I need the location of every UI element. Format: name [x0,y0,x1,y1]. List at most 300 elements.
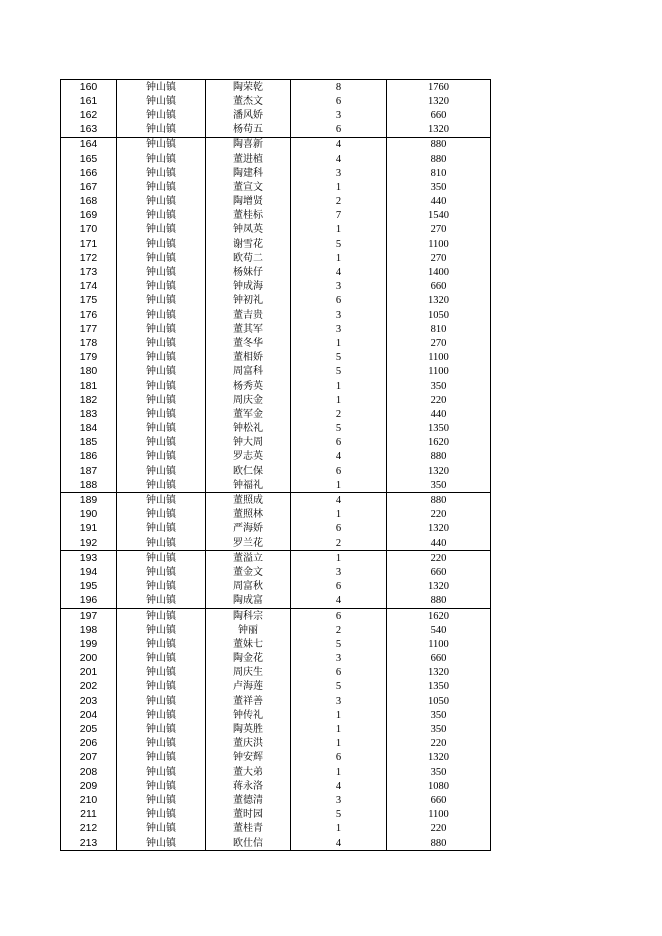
row-number-cell: 162 [61,108,117,122]
table-row [61,808,491,822]
count-cell: 6 [291,464,387,478]
town-cell: 钟山镇 [117,379,206,393]
table-row [61,265,491,279]
table-row [61,123,491,138]
table-row [61,680,491,694]
amount-cell: 880 [387,836,491,851]
name-cell: 卢海莲 [206,680,291,694]
town-cell: 钟山镇 [117,822,206,836]
table-row [61,80,491,95]
table-row [61,336,491,350]
amount-cell: 1320 [387,464,491,478]
amount-cell: 1100 [387,351,491,365]
count-cell: 3 [291,565,387,579]
town-cell: 钟山镇 [117,652,206,666]
name-cell: 陶荣乾 [206,80,291,95]
row-number-cell: 207 [61,751,117,765]
row-number-cell: 181 [61,379,117,393]
amount-cell: 1620 [387,436,491,450]
name-cell: 董吉贵 [206,308,291,322]
town-cell: 钟山镇 [117,152,206,166]
table-row [61,322,491,336]
row-number-cell: 184 [61,422,117,436]
name-cell: 欧仕信 [206,836,291,851]
amount-cell: 350 [387,180,491,194]
name-cell: 陶金花 [206,652,291,666]
table-row [61,652,491,666]
amount-cell: 350 [387,765,491,779]
table-row [61,580,491,594]
row-number-cell: 199 [61,637,117,651]
town-cell: 钟山镇 [117,422,206,436]
amount-cell: 1100 [387,365,491,379]
amount-cell: 220 [387,737,491,751]
table-row [61,765,491,779]
row-number-cell: 177 [61,322,117,336]
amount-cell: 350 [387,379,491,393]
name-cell: 钟福礼 [206,478,291,493]
count-cell: 1 [291,393,387,407]
amount-cell: 440 [387,536,491,551]
count-cell: 1 [291,551,387,566]
count-cell: 3 [291,166,387,180]
count-cell: 5 [291,637,387,651]
table-row [61,478,491,493]
count-cell: 1 [291,379,387,393]
amount-cell: 1540 [387,209,491,223]
name-cell: 董桂青 [206,822,291,836]
town-cell: 钟山镇 [117,223,206,237]
amount-cell: 1320 [387,522,491,536]
count-cell: 4 [291,836,387,851]
amount-cell: 1350 [387,422,491,436]
row-number-cell: 200 [61,652,117,666]
row-number-cell: 195 [61,580,117,594]
count-cell: 1 [291,478,387,493]
town-cell: 钟山镇 [117,751,206,765]
name-cell: 董德清 [206,793,291,807]
count-cell: 4 [291,493,387,508]
name-cell: 陶喜新 [206,137,291,152]
town-cell: 钟山镇 [117,237,206,251]
amount-cell: 220 [387,508,491,522]
amount-cell: 1620 [387,608,491,623]
table-body [61,80,491,851]
row-number-cell: 179 [61,351,117,365]
row-number-cell: 163 [61,123,117,138]
town-cell: 钟山镇 [117,765,206,779]
amount-cell: 1050 [387,694,491,708]
table-row [61,237,491,251]
town-cell: 钟山镇 [117,493,206,508]
name-cell: 董金文 [206,565,291,579]
row-number-cell: 174 [61,280,117,294]
count-cell: 1 [291,251,387,265]
count-cell: 1 [291,822,387,836]
amount-cell: 270 [387,251,491,265]
count-cell: 3 [291,322,387,336]
row-number-cell: 202 [61,680,117,694]
name-cell: 董溢立 [206,551,291,566]
amount-cell: 880 [387,450,491,464]
row-number-cell: 168 [61,195,117,209]
count-cell: 2 [291,536,387,551]
row-number-cell: 197 [61,608,117,623]
table-row [61,251,491,265]
town-cell: 钟山镇 [117,522,206,536]
table-row [61,209,491,223]
count-cell: 6 [291,751,387,765]
count-cell: 3 [291,308,387,322]
town-cell: 钟山镇 [117,737,206,751]
name-cell: 杨苟五 [206,123,291,138]
table-row [61,180,491,194]
amount-cell: 220 [387,822,491,836]
amount-cell: 350 [387,722,491,736]
row-number-cell: 198 [61,623,117,637]
table-row [61,594,491,609]
row-number-cell: 172 [61,251,117,265]
table-row [61,195,491,209]
amount-cell: 660 [387,280,491,294]
table-row [61,608,491,623]
name-cell: 陶成富 [206,594,291,609]
name-cell: 董进植 [206,152,291,166]
table-row [61,536,491,551]
name-cell: 董桂标 [206,209,291,223]
name-cell: 陶科宗 [206,608,291,623]
count-cell: 4 [291,779,387,793]
row-number-cell: 165 [61,152,117,166]
count-cell: 3 [291,793,387,807]
row-number-cell: 196 [61,594,117,609]
town-cell: 钟山镇 [117,280,206,294]
row-number-cell: 182 [61,393,117,407]
count-cell: 5 [291,422,387,436]
row-number-cell: 205 [61,722,117,736]
count-cell: 6 [291,436,387,450]
town-cell: 钟山镇 [117,478,206,493]
count-cell: 7 [291,209,387,223]
row-number-cell: 204 [61,708,117,722]
name-cell: 周庆生 [206,666,291,680]
table-row [61,152,491,166]
row-number-cell: 191 [61,522,117,536]
town-cell: 钟山镇 [117,108,206,122]
row-number-cell: 160 [61,80,117,95]
name-cell: 董大弟 [206,765,291,779]
count-cell: 6 [291,580,387,594]
table-row [61,308,491,322]
town-cell: 钟山镇 [117,594,206,609]
table-row [61,793,491,807]
amount-cell: 1760 [387,80,491,95]
row-number-cell: 203 [61,694,117,708]
name-cell: 陶建科 [206,166,291,180]
name-cell: 杨秀英 [206,379,291,393]
town-cell: 钟山镇 [117,551,206,566]
town-cell: 钟山镇 [117,308,206,322]
count-cell: 2 [291,623,387,637]
count-cell: 4 [291,594,387,609]
town-cell: 钟山镇 [117,708,206,722]
row-number-cell: 161 [61,94,117,108]
town-cell: 钟山镇 [117,80,206,95]
name-cell: 董祥善 [206,694,291,708]
name-cell: 董妹七 [206,637,291,651]
table-row [61,464,491,478]
amount-cell: 440 [387,407,491,421]
row-number-cell: 178 [61,336,117,350]
count-cell: 1 [291,765,387,779]
table-row [61,737,491,751]
row-number-cell: 211 [61,808,117,822]
name-cell: 周富秋 [206,580,291,594]
amount-cell: 1320 [387,666,491,680]
name-cell: 潘风娇 [206,108,291,122]
count-cell: 4 [291,137,387,152]
name-cell: 陶英胜 [206,722,291,736]
table-row [61,365,491,379]
count-cell: 1 [291,180,387,194]
amount-cell: 810 [387,322,491,336]
count-cell: 4 [291,152,387,166]
table-row [61,551,491,566]
row-number-cell: 170 [61,223,117,237]
amount-cell: 810 [387,166,491,180]
table-row [61,351,491,365]
row-number-cell: 209 [61,779,117,793]
count-cell: 5 [291,680,387,694]
count-cell: 5 [291,365,387,379]
row-number-cell: 183 [61,407,117,421]
row-number-cell: 212 [61,822,117,836]
town-cell: 钟山镇 [117,209,206,223]
count-cell: 6 [291,522,387,536]
amount-cell: 1350 [387,680,491,694]
count-cell: 5 [291,237,387,251]
amount-cell: 880 [387,594,491,609]
table-row [61,708,491,722]
table-row [61,637,491,651]
town-cell: 钟山镇 [117,450,206,464]
amount-cell: 880 [387,493,491,508]
table-row [61,436,491,450]
town-cell: 钟山镇 [117,722,206,736]
name-cell: 谢雪花 [206,237,291,251]
count-cell: 1 [291,708,387,722]
town-cell: 钟山镇 [117,195,206,209]
row-number-cell: 187 [61,464,117,478]
amount-cell: 1320 [387,94,491,108]
table-row [61,137,491,152]
name-cell: 钟大周 [206,436,291,450]
row-number-cell: 167 [61,180,117,194]
count-cell: 1 [291,223,387,237]
count-cell: 6 [291,294,387,308]
amount-cell: 880 [387,152,491,166]
table-row [61,223,491,237]
town-cell: 钟山镇 [117,322,206,336]
table-row [61,779,491,793]
row-number-cell: 171 [61,237,117,251]
amount-cell: 660 [387,565,491,579]
table-row [61,166,491,180]
town-cell: 钟山镇 [117,336,206,350]
town-cell: 钟山镇 [117,94,206,108]
name-cell: 董其军 [206,322,291,336]
amount-cell: 1080 [387,779,491,793]
town-cell: 钟山镇 [117,565,206,579]
table-row [61,522,491,536]
row-number-cell: 169 [61,209,117,223]
name-cell: 钟丽 [206,623,291,637]
row-number-cell: 189 [61,493,117,508]
name-cell: 周富科 [206,365,291,379]
name-cell: 钟安辉 [206,751,291,765]
name-cell: 董时园 [206,808,291,822]
amount-cell: 270 [387,336,491,350]
town-cell: 钟山镇 [117,464,206,478]
count-cell: 6 [291,666,387,680]
name-cell: 董照林 [206,508,291,522]
name-cell: 钟初礼 [206,294,291,308]
count-cell: 5 [291,808,387,822]
count-cell: 1 [291,336,387,350]
amount-cell: 270 [387,223,491,237]
count-cell: 6 [291,94,387,108]
name-cell: 罗兰花 [206,536,291,551]
name-cell: 董照成 [206,493,291,508]
name-cell: 钟传礼 [206,708,291,722]
count-cell: 2 [291,407,387,421]
town-cell: 钟山镇 [117,836,206,851]
town-cell: 钟山镇 [117,694,206,708]
town-cell: 钟山镇 [117,265,206,279]
amount-cell: 660 [387,108,491,122]
row-number-cell: 190 [61,508,117,522]
town-cell: 钟山镇 [117,351,206,365]
town-cell: 钟山镇 [117,393,206,407]
amount-cell: 1100 [387,637,491,651]
amount-cell: 350 [387,478,491,493]
table-row [61,694,491,708]
town-cell: 钟山镇 [117,365,206,379]
name-cell: 董相娇 [206,351,291,365]
count-cell: 3 [291,280,387,294]
row-number-cell: 180 [61,365,117,379]
row-number-cell: 201 [61,666,117,680]
amount-cell: 1100 [387,808,491,822]
count-cell: 5 [291,351,387,365]
name-cell: 杨妹仔 [206,265,291,279]
amount-cell: 1320 [387,580,491,594]
town-cell: 钟山镇 [117,680,206,694]
amount-cell: 880 [387,137,491,152]
row-number-cell: 185 [61,436,117,450]
amount-cell: 1320 [387,751,491,765]
count-cell: 2 [291,195,387,209]
row-number-cell: 210 [61,793,117,807]
row-number-cell: 164 [61,137,117,152]
data-table [60,79,491,851]
town-cell: 钟山镇 [117,666,206,680]
table-row [61,666,491,680]
name-cell: 陶增贤 [206,195,291,209]
table-row [61,407,491,421]
town-cell: 钟山镇 [117,123,206,138]
name-cell: 董杰文 [206,94,291,108]
count-cell: 1 [291,737,387,751]
town-cell: 钟山镇 [117,137,206,152]
row-number-cell: 186 [61,450,117,464]
table-row [61,565,491,579]
table-row [61,94,491,108]
count-cell: 4 [291,265,387,279]
town-cell: 钟山镇 [117,166,206,180]
row-number-cell: 213 [61,836,117,851]
table-row [61,379,491,393]
amount-cell: 1320 [387,294,491,308]
table-row [61,508,491,522]
table-row [61,493,491,508]
table-row [61,294,491,308]
town-cell: 钟山镇 [117,637,206,651]
amount-cell: 660 [387,793,491,807]
name-cell: 董宣文 [206,180,291,194]
name-cell: 罗志英 [206,450,291,464]
table-row [61,623,491,637]
name-cell: 董军金 [206,407,291,421]
count-cell: 3 [291,652,387,666]
town-cell: 钟山镇 [117,508,206,522]
count-cell: 3 [291,694,387,708]
table-row [61,751,491,765]
amount-cell: 1400 [387,265,491,279]
count-cell: 8 [291,80,387,95]
row-number-cell: 206 [61,737,117,751]
town-cell: 钟山镇 [117,536,206,551]
table-row [61,422,491,436]
count-cell: 4 [291,450,387,464]
amount-cell: 660 [387,652,491,666]
name-cell: 董庆洪 [206,737,291,751]
amount-cell: 1320 [387,123,491,138]
town-cell: 钟山镇 [117,608,206,623]
row-number-cell: 208 [61,765,117,779]
table-row [61,822,491,836]
table-row [61,450,491,464]
amount-cell: 540 [387,623,491,637]
name-cell: 董冬华 [206,336,291,350]
row-number-cell: 173 [61,265,117,279]
amount-cell: 1100 [387,237,491,251]
count-cell: 6 [291,608,387,623]
amount-cell: 220 [387,393,491,407]
town-cell: 钟山镇 [117,180,206,194]
row-number-cell: 166 [61,166,117,180]
table-row [61,280,491,294]
name-cell: 钟松礼 [206,422,291,436]
row-number-cell: 193 [61,551,117,566]
table-row [61,108,491,122]
name-cell: 周庆金 [206,393,291,407]
row-number-cell: 194 [61,565,117,579]
town-cell: 钟山镇 [117,294,206,308]
row-number-cell: 192 [61,536,117,551]
name-cell: 欧仁保 [206,464,291,478]
town-cell: 钟山镇 [117,407,206,421]
